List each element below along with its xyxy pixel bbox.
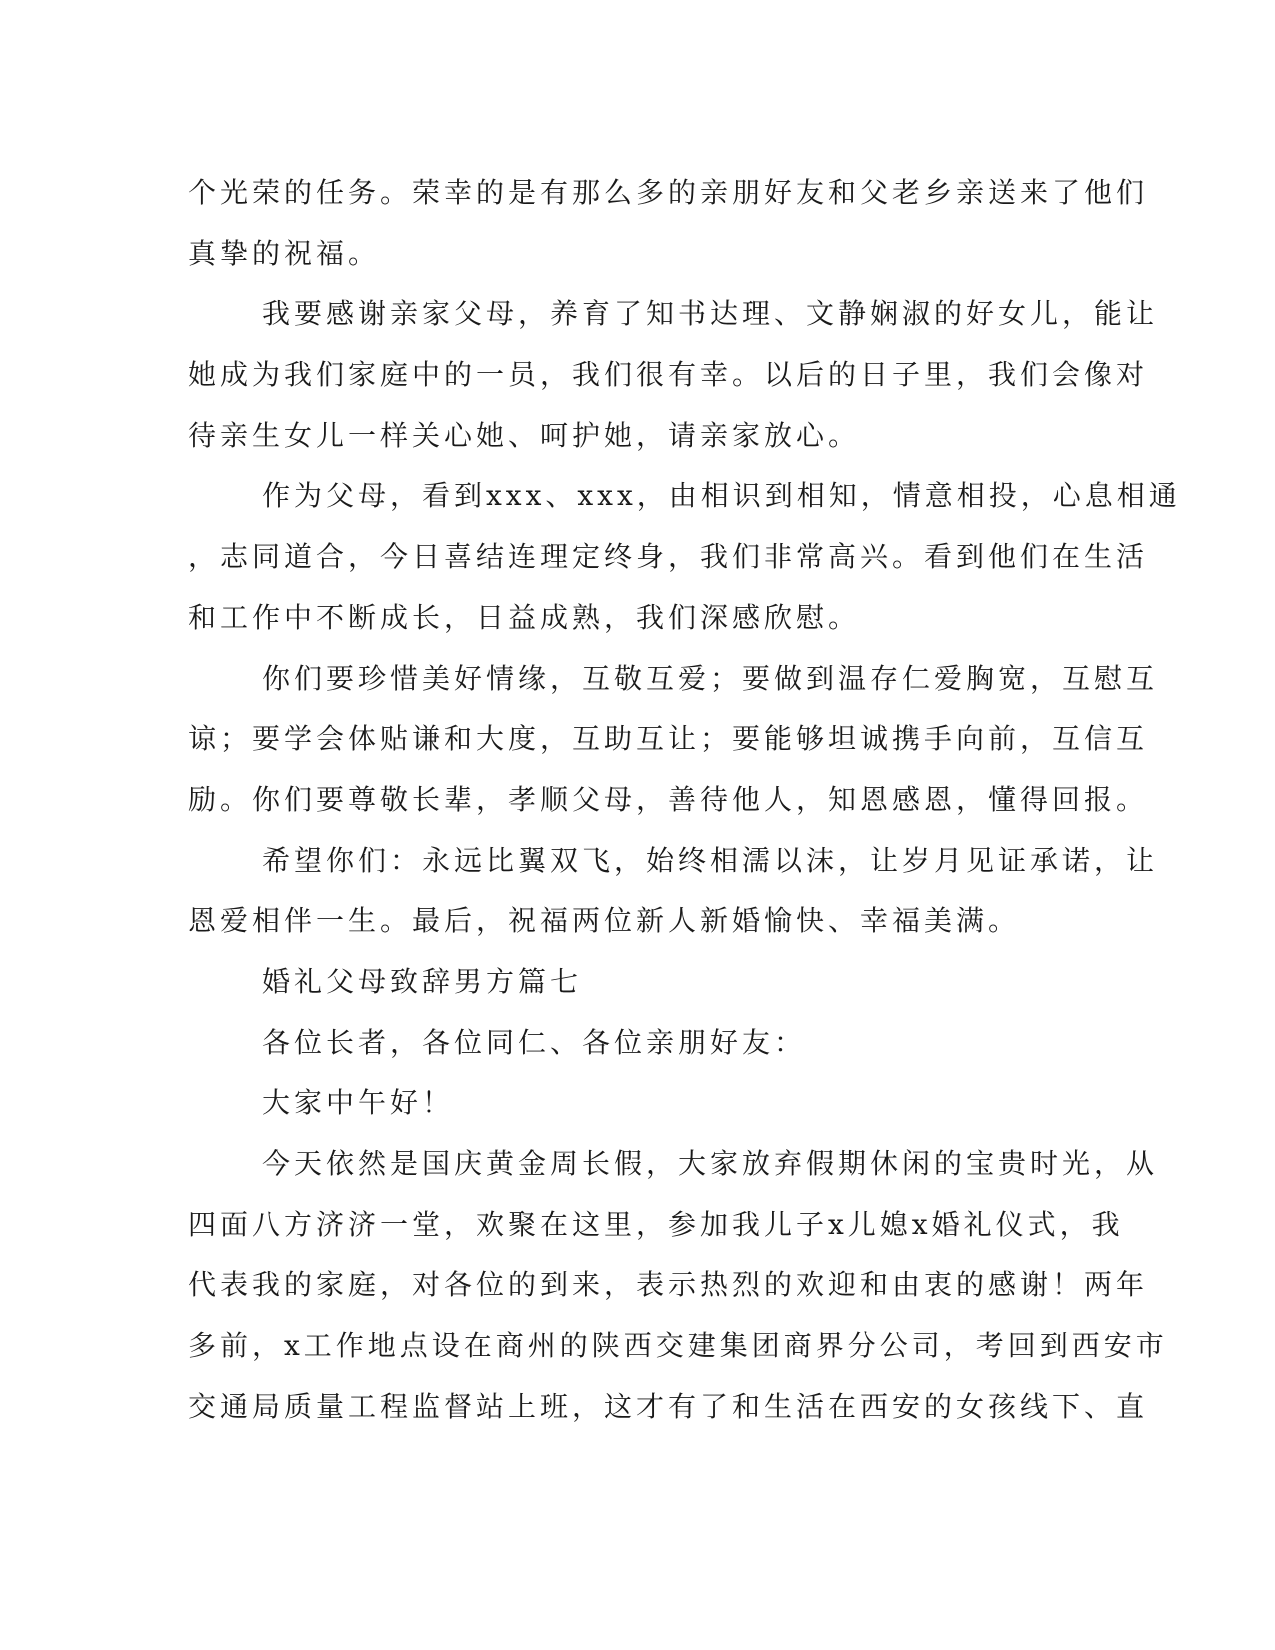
text-line: 和工作中不断成长，日益成熟，我们深感欣慰。 [188,600,861,634]
text-line: 真挚的祝福。 [188,236,381,270]
text-line: 谅；要学会体贴谦和大度，互助互让；要能够坦诚携手向前，互信互 [188,722,1149,756]
text-line: 代表我的家庭，对各位的到来，表示热烈的欢迎和由衷的感谢！两年 [188,1268,1149,1302]
text-line: 我要感谢亲家父母，养育了知书达理、文静娴淑的好女儿，能让 [262,297,1159,331]
text-line: 大家中午好！ [262,1086,455,1120]
text-line: 希望你们：永远比翼双飞，始终相濡以沫，让岁月见证承诺，让 [262,843,1159,877]
text-line: 多前，x工作地点设在商州的陕西交建集团商界分公司，考回到西安市 [188,1329,1168,1363]
text-line: 交通局质量工程监督站上班，这才有了和生活在西安的女孩线下、直 [188,1389,1149,1423]
text-line: 各位长者，各位同仁、各位亲朋好友： [262,1025,807,1059]
text-line: 今天依然是国庆黄金周长假，大家放弃假期休闲的宝贵时光，从 [262,1147,1159,1180]
text-line: 你们要珍惜美好情缘，互敬互爱；要做到温存仁爱胸宽，互慰互 [262,661,1159,695]
text-line: 婚礼父母致辞男方篇七 [262,964,583,998]
text-line: 四面八方济济一堂，欢聚在这里，参加我儿子x儿媳x婚礼仪式，我 [188,1207,1124,1241]
text-line: 她成为我们家庭中的一员，我们很有幸。以后的日子里，我们会像对 [188,358,1149,392]
text-line: 待亲生女儿一样关心她、呵护她，请亲家放心。 [188,418,861,452]
text-line: 个光荣的任务。荣幸的是有那么多的亲朋好友和父老乡亲送来了他们 [188,176,1149,209]
document-body [188,163,1181,1437]
text-line: 恩爱相伴一生。最后，祝福两位新人新婚愉快、幸福美满。 [188,904,1021,938]
text-line: ，志同道合，今日喜结连理定终身，我们非常高兴。看到他们在生活 [188,540,1149,574]
text-line: 作为父母，看到xxx、xxx，由相识到相知，情意相投，心息相通 [262,479,1181,513]
text-line: 励。你们要尊敬长辈，孝顺父母，善待他人，知恩感恩，懂得回报。 [188,782,1149,816]
